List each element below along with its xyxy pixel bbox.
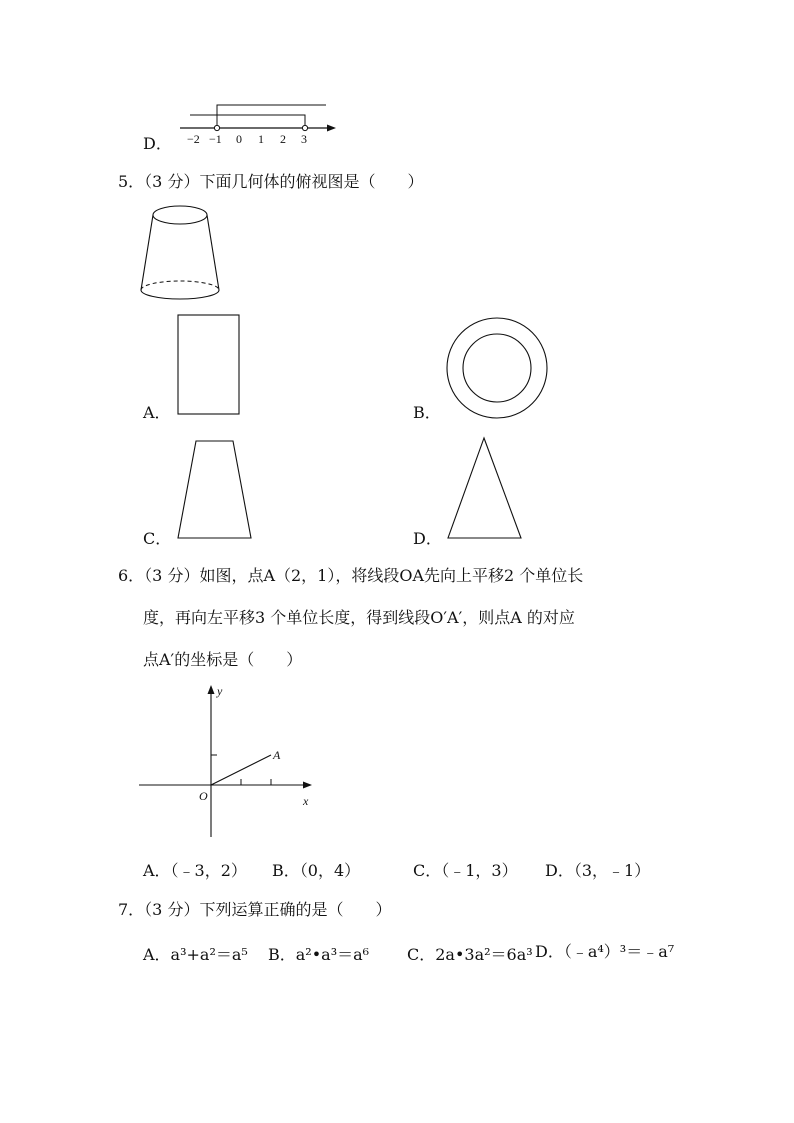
q5-option-b-label: B． — [413, 403, 441, 422]
outer-circle — [447, 318, 547, 418]
bracket-right — [217, 105, 326, 127]
q6-option-a: A．（﹣3，2） — [143, 861, 247, 880]
q7-stem: 7．（3 分）下列运算正确的是（ ） — [118, 900, 392, 919]
frustum-bottom-front — [141, 290, 219, 299]
bracket-left — [190, 115, 305, 127]
frustum-bottom-hidden — [141, 281, 219, 290]
trapezoid-shape — [178, 441, 251, 538]
arrow-right-icon — [327, 125, 336, 132]
tick-label: −2 — [187, 132, 200, 146]
q6-stem-line-2: 度，再向左平移3 个单位长度，得到线段O′A′，则点A 的对应 — [143, 608, 575, 627]
tick-label: 2 — [280, 132, 286, 146]
option-a-rectangle-figure — [175, 312, 245, 417]
tick-label: 3 — [301, 132, 307, 146]
q7-option-c: C．2a•3a²＝6a³ — [407, 945, 533, 964]
option-c-trapezoid-figure — [172, 436, 262, 541]
q6-stem-line-1: 6．（3 分）如图，点A（2，1），将线段OA先向上平移2 个单位长 — [118, 566, 584, 585]
frustum-top-face — [153, 206, 207, 224]
origin-label: O — [199, 789, 208, 803]
y-axis-arrow-icon — [208, 685, 215, 694]
inner-circle — [463, 334, 531, 402]
q5-option-c-label: C． — [143, 529, 172, 548]
x-axis-label: x — [303, 794, 309, 808]
q6-option-c: C．（﹣1，3） — [413, 861, 518, 880]
triangle-shape — [448, 438, 521, 538]
x-axis-arrow-icon — [303, 782, 312, 789]
q6-option-d: D．（3，﹣1） — [545, 861, 651, 880]
y-axis-label: y — [217, 684, 223, 698]
tick-label: −1 — [209, 132, 222, 146]
rectangle-shape — [178, 315, 239, 414]
q7-option-d: D．（﹣a⁴）³＝﹣a⁷ — [535, 942, 675, 961]
q5-option-a-label: A． — [143, 403, 171, 422]
open-circle-minus-1 — [214, 125, 219, 130]
q7-option-a: A．a³+a²＝a⁵ — [143, 945, 248, 964]
q5-stem: 5．（3 分）下面几何体的俯视图是（ ） — [118, 172, 424, 191]
q4-option-d-label: D． — [143, 134, 172, 153]
open-circle-3 — [302, 125, 307, 130]
option-b-rings-figure — [441, 312, 556, 427]
option-d-triangle-figure — [443, 432, 533, 542]
coordinate-figure — [135, 682, 325, 842]
frustum-right-edge — [207, 215, 219, 290]
frustum-left-edge — [141, 215, 153, 290]
q6-option-b: B．（0，4） — [272, 861, 361, 880]
tick-label: 0 — [236, 132, 242, 146]
q5-option-d-label: D． — [413, 529, 442, 548]
point-a-label: A — [273, 748, 281, 762]
q6-stem-line-3: 点A′的坐标是（ ） — [143, 650, 303, 669]
frustum-solid-figure — [135, 200, 235, 310]
q7-option-b: B．a²•a³＝a⁶ — [268, 945, 370, 964]
tick-label: 1 — [258, 132, 264, 146]
